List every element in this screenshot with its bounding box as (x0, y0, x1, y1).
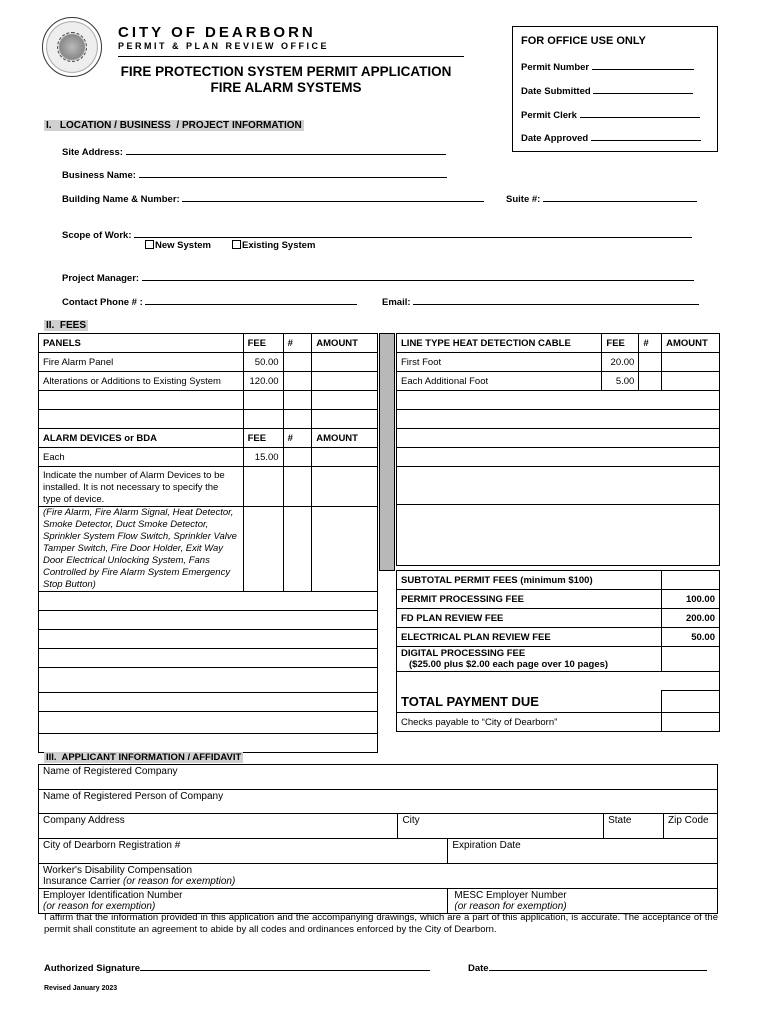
processing-fee-amount: 100.00 (662, 590, 720, 609)
blank-cell[interactable] (243, 507, 283, 592)
zip-code-field[interactable]: Zip Code (664, 814, 718, 839)
blank-row[interactable] (397, 448, 720, 467)
amount-header: AMOUNT (312, 334, 378, 353)
cable-header: LINE TYPE HEAT DETECTION CABLE (397, 334, 602, 353)
blank-row[interactable] (39, 734, 378, 753)
count-header: # (283, 429, 312, 448)
blank-cell[interactable] (312, 391, 378, 410)
site-address-field[interactable]: Site Address: (62, 145, 446, 158)
blank-row[interactable] (39, 712, 378, 734)
blank-row[interactable] (397, 410, 720, 429)
office-name: PERMIT & PLAN REVIEW OFFICE (118, 41, 330, 51)
business-name-field[interactable]: Business Name: (62, 168, 447, 181)
electrical-review-fee-label: ELECTRICAL PLAN REVIEW FEE (397, 628, 662, 647)
each-fee: 15.00 (243, 448, 283, 467)
blank-row[interactable] (39, 630, 378, 649)
contact-phone-field[interactable]: Contact Phone # : (62, 295, 357, 308)
total-payment-label: TOTAL PAYMENT DUE (397, 691, 662, 713)
mesc-number-field[interactable]: MESC Employer Number (or reason for exemption) (448, 889, 718, 914)
alterations-fee: 120.00 (243, 372, 283, 391)
permit-number-field[interactable]: Permit Number (521, 60, 694, 73)
email-field[interactable]: Email: (382, 295, 699, 308)
cable-fee-table (396, 333, 720, 566)
blank-cell[interactable] (283, 467, 312, 507)
each-additional-amount[interactable] (662, 372, 720, 391)
form-title: FIRE PROTECTION SYSTEM PERMIT APPLICATION (120, 64, 452, 79)
workers-compensation-field[interactable]: Worker's Disability Compensation Insurance Carrier (or reason for exemption) (39, 864, 718, 889)
state-field[interactable]: State (604, 814, 664, 839)
fee-header: FEE (243, 429, 283, 448)
panels-fee-table (38, 333, 378, 753)
existing-system-checkbox[interactable]: Existing System (232, 240, 315, 251)
checkbox-icon (145, 240, 154, 249)
blank-row[interactable] (39, 611, 378, 630)
office-use-heading: FOR OFFICE USE ONLY (521, 35, 646, 47)
first-foot-amount[interactable] (662, 353, 720, 372)
fd-review-fee-amount: 200.00 (662, 609, 720, 628)
affirmation-text: I affirm that the information provided in this application and the accompanying drawings, which are a part of this application, is accurate. The acceptance of the permit shall constitute an agreement to abide by all codes and ordinances enforced by the City of Dearborn. (44, 912, 718, 935)
blank-cell[interactable] (283, 410, 312, 429)
revision-note: Revised January 2023 (44, 985, 118, 992)
blank-row[interactable] (39, 693, 378, 712)
blank-cell[interactable] (243, 410, 283, 429)
scope-of-work-field[interactable]: Scope of Work: (62, 228, 692, 241)
subtotal-label: SUBTOTAL PERMIT FEES (minimum $100) (397, 571, 662, 590)
blank-cell[interactable] (243, 467, 283, 507)
count-header: # (639, 334, 662, 353)
electrical-review-fee-amount: 50.00 (662, 628, 720, 647)
checks-payable-note: Checks payable to “City of Dearborn” (397, 713, 662, 732)
fire-alarm-panel-fee: 50.00 (243, 353, 283, 372)
total-payment-amount[interactable] (662, 691, 720, 713)
city-field[interactable]: City (398, 814, 604, 839)
applicant-table (38, 764, 718, 914)
blank-cell[interactable] (662, 713, 720, 732)
first-foot-label: First Foot (397, 353, 602, 372)
new-system-checkbox[interactable]: New System (145, 240, 211, 251)
section-2-heading: II. FEES (46, 320, 87, 331)
employer-id-field[interactable]: Employer Identification Number (or reason for exemption) (39, 889, 448, 914)
first-foot-fee: 20.00 (602, 353, 639, 372)
panels-header: PANELS (39, 334, 244, 353)
expiration-date-field[interactable]: Expiration Date (448, 839, 718, 864)
each-count[interactable] (283, 448, 312, 467)
permit-clerk-field[interactable]: Permit Clerk (521, 108, 700, 121)
alterations-count[interactable] (283, 372, 312, 391)
devices-note: Indicate the number of Alarm Devices to be installed. It is not necessary to specify the type of device. (39, 467, 244, 507)
date-submitted-field[interactable]: Date Submitted (521, 84, 693, 97)
section-1-heading: I. LOCATION / BUSINESS / PROJECT INFORMATION (46, 120, 302, 131)
blank-row[interactable] (397, 429, 720, 448)
digital-processing-amount[interactable] (662, 647, 720, 672)
blank-row[interactable] (397, 467, 720, 505)
devices-examples: (Fire Alarm, Fire Alarm Signal, Heat Detector, Smoke Detector, Duct Smoke Detector, Sprinkler System Flow Switch, Sprinkler Valve Tamper Switch, Fire Door Holder, Exit Way Door Electrical Unlocking System, Fans Controlled by Fire Alarm System Emergency Stop Button) (39, 507, 244, 592)
processing-fee-label: PERMIT PROCESSING FEE (397, 590, 662, 609)
office-use-box (512, 26, 718, 152)
table-separator (379, 333, 395, 571)
date-approved-field[interactable]: Date Approved (521, 131, 701, 144)
authorized-signature-field[interactable]: Authorized Signature (44, 961, 430, 974)
each-label: Each (39, 448, 244, 467)
alarm-devices-header: ALARM DEVICES or BDA (39, 429, 244, 448)
form-subtitle: FIRE ALARM SYSTEMS (210, 80, 362, 95)
fire-alarm-panel-label: Fire Alarm Panel (39, 353, 244, 372)
blank-cell[interactable] (283, 391, 312, 410)
blank-cell[interactable] (39, 410, 244, 429)
each-additional-count[interactable] (639, 372, 662, 391)
checkbox-icon (232, 240, 241, 249)
alterations-amount[interactable] (312, 372, 378, 391)
fire-alarm-panel-amount[interactable] (312, 353, 378, 372)
blank-row[interactable] (397, 391, 720, 410)
blank-row (397, 672, 720, 691)
section-3-heading: III. APPLICANT INFORMATION / AFFIDAVIT (46, 752, 242, 763)
blank-cell[interactable] (39, 391, 244, 410)
digital-processing-fee-label: DIGITAL PROCESSING FEE ($25.00 plus $2.00 each page over 10 pages) (397, 647, 662, 672)
fee-header: FEE (243, 334, 283, 353)
blank-row[interactable] (39, 649, 378, 668)
person-name-field[interactable]: Name of Registered Person of Company (39, 790, 718, 814)
blank-cell[interactable] (283, 507, 312, 592)
company-address-field[interactable]: Company Address (39, 814, 398, 839)
signature-date-field[interactable]: Date (468, 961, 707, 974)
city-name: CITY OF DEARBORN (118, 24, 316, 41)
each-amount[interactable] (312, 448, 378, 467)
company-name-field[interactable]: Name of Registered Company (39, 765, 718, 790)
amount-header: AMOUNT (312, 429, 378, 448)
city-seal-logo (42, 17, 102, 77)
blank-row[interactable] (39, 668, 378, 693)
blank-cell[interactable] (312, 467, 378, 507)
building-name-field[interactable]: Building Name & Number: (62, 192, 484, 205)
first-foot-count[interactable] (639, 353, 662, 372)
blank-row[interactable] (39, 592, 378, 611)
project-manager-field[interactable]: Project Manager: (62, 271, 694, 284)
alterations-label: Alterations or Additions to Existing System (39, 372, 244, 391)
registration-field[interactable]: City of Dearborn Registration # (39, 839, 448, 864)
blank-row[interactable] (397, 505, 720, 566)
suite-field[interactable]: Suite #: (506, 192, 697, 205)
each-additional-fee: 5.00 (602, 372, 639, 391)
blank-cell[interactable] (243, 391, 283, 410)
each-additional-label: Each Additional Foot (397, 372, 602, 391)
subtotal-amount[interactable] (662, 571, 720, 590)
blank-cell[interactable] (312, 507, 378, 592)
amount-header: AMOUNT (662, 334, 720, 353)
blank-cell[interactable] (312, 410, 378, 429)
fire-alarm-panel-count[interactable] (283, 353, 312, 372)
fee-header: FEE (602, 334, 639, 353)
count-header: # (283, 334, 312, 353)
fee-summary-table (396, 570, 720, 732)
fd-review-fee-label: FD PLAN REVIEW FEE (397, 609, 662, 628)
header-divider (118, 56, 464, 57)
